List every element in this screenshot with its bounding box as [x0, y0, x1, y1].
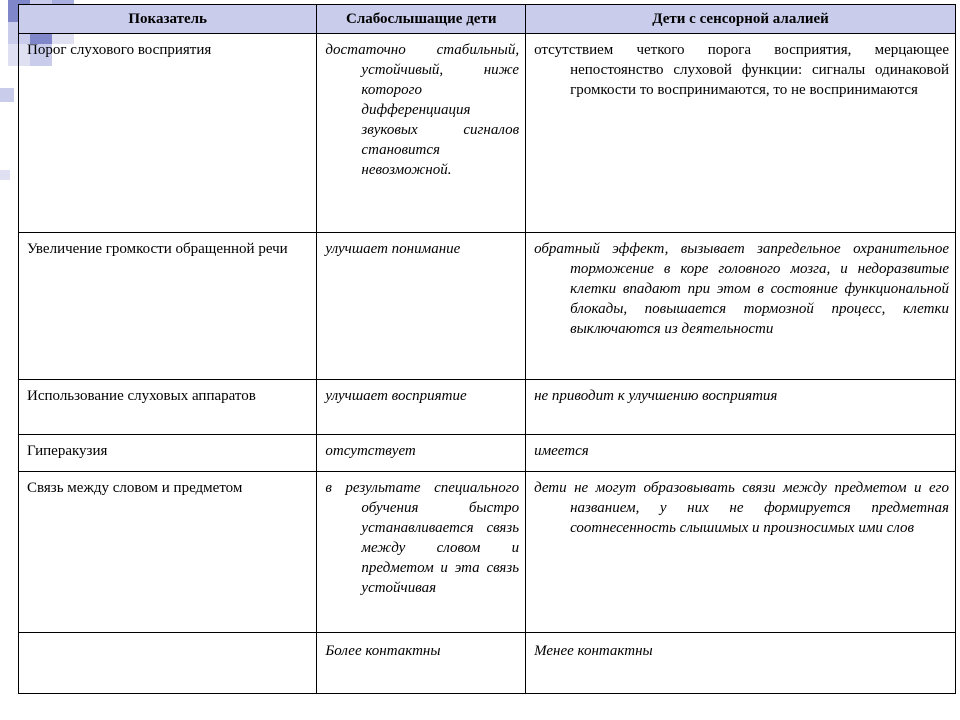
- header-sensory-alalia: Дети с сенсорной алалией: [526, 5, 956, 34]
- row-hard-of-hearing-cell: в результате специального обучения быстро устанавливается связь между словом и предметом и эта связь устойчивая: [317, 472, 526, 633]
- row-hard-of-hearing-cell: Более контактны: [317, 633, 526, 694]
- decor-square: [0, 88, 14, 102]
- row-hard-of-hearing-cell: улучшает восприятие: [317, 380, 526, 435]
- row-indicator-cell: Использование слуховых аппаратов: [19, 380, 317, 435]
- row-sensory-alalia-cell: дети не могут образовывать связи между предметом и его названием, у них не формируется предметная соотнесенность слышимых и произносимых ими слов: [526, 472, 956, 633]
- table-row: [19, 233, 956, 380]
- row-hard-of-hearing-cell: отсутствует: [317, 435, 526, 472]
- comparison-table: [18, 4, 956, 694]
- row-indicator-cell: Порог слухового восприятия: [19, 34, 317, 233]
- header-hard-of-hearing: Слабослышащие дети: [317, 5, 526, 34]
- table-row: [19, 633, 956, 694]
- row-sensory-alalia-cell: обратный эффект, вызывает запредельное охранительное торможение в коре головного мозга, и недоразвитые клетки впадают при этом в состояние функциональной блокады, повышается тормозной процесс, клетки выключаются из деятельности: [526, 233, 956, 380]
- table-row: [19, 34, 956, 233]
- row-indicator-cell: Увеличение громкости обращенной речи: [19, 233, 317, 380]
- row-sensory-alalia-cell: не приводит к улучшению восприятия: [526, 380, 956, 435]
- row-sensory-alalia-cell: Менее контактны: [526, 633, 956, 694]
- table-row: [19, 472, 956, 633]
- row-hard-of-hearing-cell: улучшает понимание: [317, 233, 526, 380]
- row-indicator-cell: Связь между словом и предметом: [19, 472, 317, 633]
- table-row: [19, 435, 956, 472]
- row-sensory-alalia-cell: имеется: [526, 435, 956, 472]
- row-sensory-alalia-cell: отсутствием четкого порога восприятия, мерцающее непостоянство слуховой функции: сигналы одинаковой громкости то воспринимаются, то не воспринимаются: [526, 34, 956, 233]
- header-indicator: Показатель: [19, 5, 317, 34]
- table-row: [19, 380, 956, 435]
- row-indicator-cell: Гиперакузия: [19, 435, 317, 472]
- row-hard-of-hearing-cell: достаточно стабильный, устойчивый, ниже которого дифференциация звуковых сигналов становится невозможной.: [317, 34, 526, 233]
- row-indicator-cell: [19, 633, 317, 694]
- table-header-row: [19, 5, 956, 34]
- decor-square: [0, 170, 10, 180]
